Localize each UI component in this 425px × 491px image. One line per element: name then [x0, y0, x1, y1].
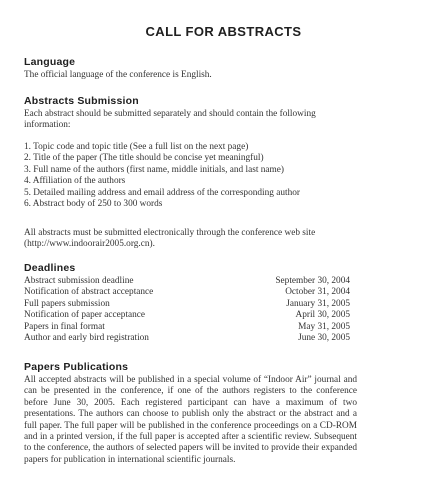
list-item: 6. Abstract body of 250 to 300 words: [24, 199, 163, 210]
deadline-label: Author and early bird registration: [24, 333, 149, 344]
deadline-date: January 31, 2005: [286, 298, 350, 309]
deadline-label: Notification of abstract acceptance: [24, 287, 154, 298]
deadline-date: October 31, 2004: [285, 287, 350, 298]
deadline-label: Full papers submission: [24, 298, 110, 309]
list-item: 5. Detailed mailing address and email address of the corresponding author: [24, 187, 300, 198]
deadline-date: June 30, 2005: [298, 333, 350, 344]
abstracts-intro: Each abstract should be submitted separately and should contain the following information:: [24, 109, 316, 131]
deadline-label: Papers in final format: [24, 321, 105, 332]
deadline-date: September 30, 2004: [275, 276, 350, 286]
deadlines-heading: Deadlines: [24, 262, 76, 274]
electronic-submission-text: All abstracts must be submitted electronically through the conference web site (http://www.indoorair2005.org.cn).: [24, 228, 316, 250]
list-item: 4. Affiliation of the authors: [24, 176, 126, 187]
publications-text: All accepted abstracts will be published in a special volume of “Indoor Air” journal and can be presented in the conference, if one of the authors registers to the conference before June 30, 2005. Each registered participant can have a maximum of two presentations. The authors can choose to publish only the abstract or the abstract and a full paper. The full paper will be published in the conference proceedings on a CD-ROM and in a printed version, if the full paper is accepted after a scientific review. Subsequent to the conference, the authors of selected papers will be invited to provide their expanded papers for publication in international scientific journals.: [24, 375, 357, 465]
table-row: [24, 299, 350, 310]
list-item: 1. Topic code and topic title (See a full list on the next page): [24, 142, 249, 152]
table-row: [24, 287, 350, 298]
list-item: 3. Full name of the authors (first name, middle initials, and last name): [24, 164, 284, 175]
list-item: 2. Title of the paper (The title should be concise yet meaningful): [24, 153, 264, 164]
language-text: The official language of the conference is English.: [24, 70, 212, 80]
abstract-requirements-list: [24, 142, 394, 210]
deadline-label: Abstract submission deadline: [24, 276, 134, 286]
page-title: CALL FOR ABSTRACTS: [145, 24, 302, 39]
abstracts-heading: Abstracts Submission: [24, 95, 139, 107]
deadline-label: Notification of paper acceptance: [24, 310, 146, 321]
language-heading: Language: [24, 56, 76, 68]
deadlines-table: [24, 276, 350, 344]
table-row: [24, 333, 350, 344]
table-row: [24, 276, 350, 287]
table-row: [24, 310, 350, 321]
deadline-date: May 31, 2005: [298, 321, 350, 332]
deadline-date: April 30, 2005: [295, 310, 350, 321]
table-row: [24, 322, 350, 333]
publications-heading: Papers Publications: [24, 361, 129, 373]
